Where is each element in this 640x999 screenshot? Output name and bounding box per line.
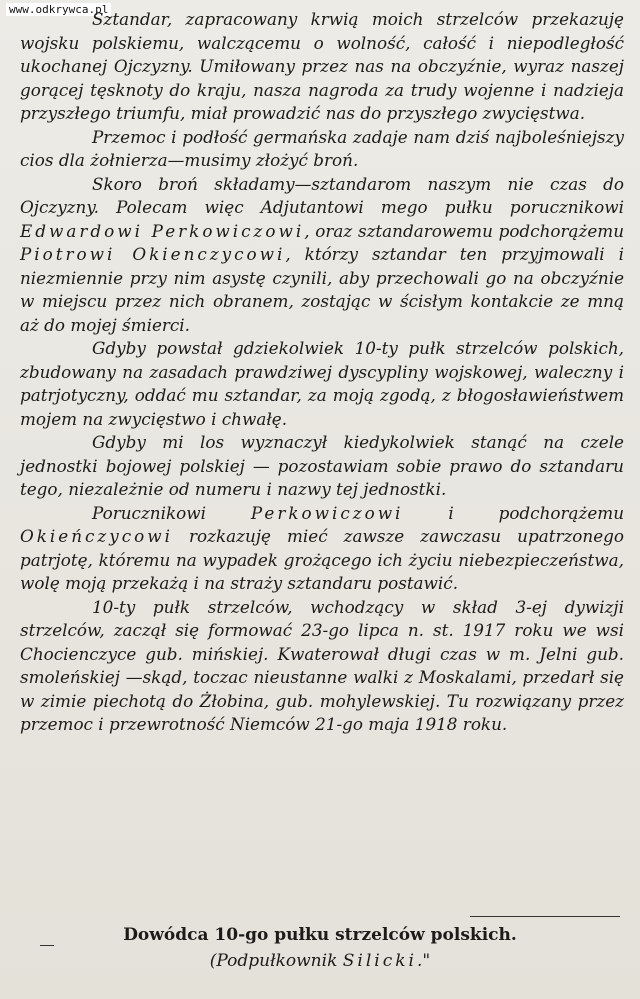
signature-surname: Silicki [342, 951, 417, 971]
divider-rule [40, 945, 54, 946]
spaced-name: Perkowiczowi [250, 502, 404, 523]
spaced-name: Edwardowi Perkowiczowi [20, 220, 305, 241]
paragraph: Przemoc i podłość germańska zadaje nam dziś najboleśniejszy cios dla żołnierza—musimy złożyć broń. [20, 126, 624, 170]
signature-title: Dowódca 10-go pułku strzelców polskich. [123, 925, 517, 945]
text-run: , oraz sztandarowemu podchorążemu [304, 220, 624, 241]
site-watermark: www.odkrywca.pl [6, 3, 111, 16]
document-body [20, 8, 624, 737]
spaced-name: Okieńczycowi [20, 526, 173, 546]
text-run: rozkazuję mieć zawsze zawczasu upatrzonego patrjotę, któremu na wypadek grożącego ich życiu niebezpieczeństwa, wolę moją przekażą i na straży sztandaru postawić. [20, 526, 624, 593]
paragraph: Gdyby mi los wyznaczył kiedykolwiek stanąć na czele jednostki bojowej polskiej — pozostawiam sobie prawo do sztandaru tego, niezależnie od numeru i nazwy tej jednostki. [20, 432, 624, 499]
paragraph [20, 502, 624, 596]
spaced-name: Piotrowi Okienczycowi [20, 244, 286, 264]
paragraph: Sztandar, zapracowany krwią moich strzelców przekazuję wojsku polskiemu, walczącemu o wolność, całość i niepodległość ukochanej Ojczyzny. Umiłowany przez nas na obczyźnie, wyraz naszej gorącej tęsknoty do kraju, nasza nagroda za trudy wojenne i nadzieja przyszłego triumfu, miał prowadzić nas do przyszłego zwycięstwa. [20, 9, 624, 123]
signature-name [0, 951, 640, 971]
signature-prefix: (Podpułkownik [209, 951, 343, 971]
text-run: , którzy sztandar ten przyjmowali i niezmiennie przy nim asystę czynili, aby przechowali go na obczyźnie w miejscu przez nich obranem, zostając w ścisłym kontakcie ze mną aż do mojej śmierci. [20, 244, 624, 335]
paragraph [20, 173, 624, 338]
divider-rule [470, 916, 620, 917]
signature-suffix: ." [417, 951, 431, 971]
text-run: Skoro broń składamy—sztandarom naszym nie czas do Ojczyzny. Polecam więc Adjutantowi mego pułku porucznikowi [20, 173, 624, 217]
paragraph: Gdyby powstał gdziekolwiek 10-ty pułk strzelców polskich, zbudowany na zasadach prawdziwej dyscypliny wojskowej, waleczny i patrjotyczny, oddać mu sztandar, za moją zgodą, z błogosławieństwem mojem na zwycięstwo i chwałę. [20, 338, 624, 429]
paragraph: 10-ty pułk strzelców, wchodzący w skład 3-ej dywizji strzelców, zaczął się formować 23-go lipca n. st. 1917 roku we wsi Chocienczyce gub. mińskiej. Kwaterował długi czas w m. Jelni gub. smoleńskiej —skąd, toczac nieustanne walki z Moskalami, przedarł się w zimie piechotą do Żłobina, gub. mohylewskiej. Tu rozwiązany przez przemoc i przewrotność Niemców 21-go maja 1918 roku. [20, 596, 624, 734]
text-run: Porucznikowi [92, 502, 251, 523]
text-run: i podchorążemu [403, 502, 625, 523]
